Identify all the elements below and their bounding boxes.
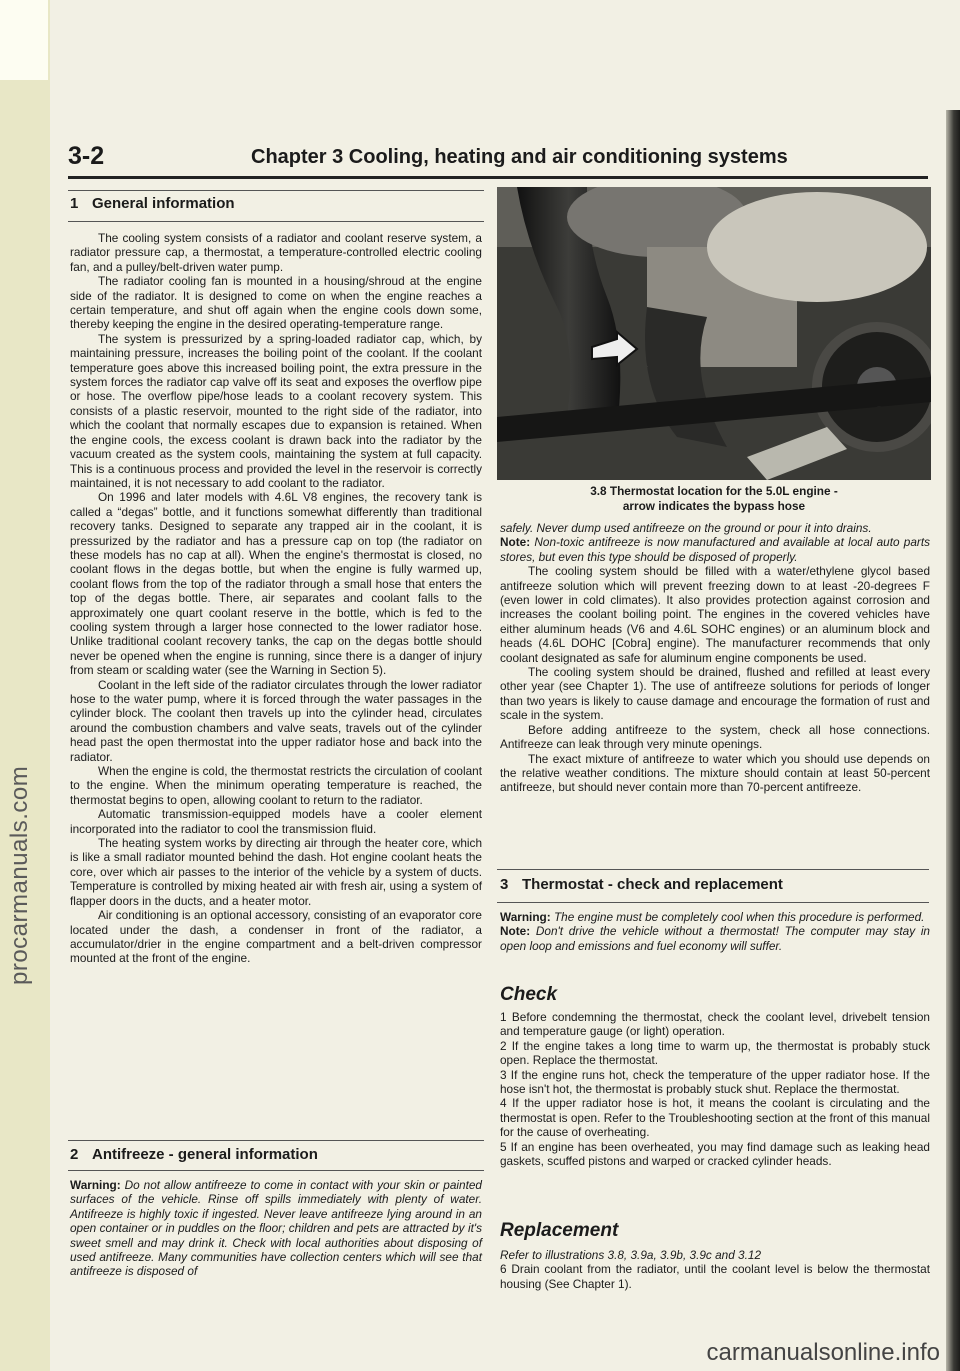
warning-paragraph: [500, 910, 930, 924]
warning-paragraph: [70, 1178, 482, 1279]
page-binding-edge: [946, 110, 960, 1371]
paragraph: Before adding antifreeze to the system, check all hose connections. Antifreeze can leak through very minute openings.: [500, 722, 930, 752]
check-subheading: Check: [500, 984, 558, 1005]
step: 6 Drain coolant from the radiator, until the coolant level is below the thermostat housing (See Chapter 1).: [500, 1262, 930, 1291]
page-corner: [0, 0, 48, 80]
step: 4 If the upper radiator hose is hot, it means the coolant is circulating and the thermostat is open. Refer to the Troubleshooting section at the front of this manual for the cause of overheating.: [500, 1096, 930, 1140]
note-paragraph: [500, 535, 930, 564]
paragraph: The cooling system consists of a radiator and coolant reserve system, a radiator pressure cap, a thermostat, a temperature-controlled electric cooling fan, and a pulley/belt-driven water pump.: [70, 231, 482, 274]
warning-continued: safely. Never dump used antifreeze on the ground or pour it into drains.: [500, 521, 872, 535]
replacement-steps: [500, 1248, 930, 1291]
paragraph: The cooling system should be filled with a water/ethylene glycol based antifreeze solution which will prevent freezing down to at least -20-degrees F (even lower in cold climates). It also provides protection against corrosion and increases the coolant boiling point. The engines in the covered vehicles have either aluminum heads (V6 and 4.6L SOHC engines) or an aluminum block and heads (4.6L DOHC [Cobra] engine). The manufacturer recommends that only coolant designated as safe for aluminum engine components be used.: [500, 564, 930, 665]
header-rule: [68, 176, 928, 179]
section-number: 1: [70, 195, 79, 212]
section-rule: [68, 221, 484, 222]
section-number: 3: [500, 876, 509, 893]
step: 3 If the engine runs hot, check the temperature of the upper radiator hose. If the hose isn't hot, the thermostat is probably stuck shut. Replace the thermostat.: [500, 1067, 930, 1097]
paragraph: Automatic transmission-equipped models have a cooler element incorporated into the radiator to cool the transmission fluid.: [70, 807, 482, 836]
section-number: 2: [70, 1146, 79, 1163]
paragraph: When the engine is cold, the thermostat restricts the circulation of coolant to the engine. When the minimum operating temperature is reached, the thermostat begins to open, allowing coolant to return to the radiator.: [70, 764, 482, 807]
warning-label: Warning:: [70, 1178, 121, 1192]
section-3-warning: [500, 910, 930, 953]
running-header: [68, 142, 930, 176]
paragraph: The cooling system should be drained, flushed and refilled at least every other year (see Chapter 1). The use of antifreeze solutions for periods of longer than two years is likely to cause damage and encourage the formation of rust and scale in the system.: [500, 665, 930, 723]
section-1-heading: [70, 195, 235, 212]
paragraph: Air conditioning is an optional accessory, consisting of an evaporator core located under the dash, a condenser in front of the radiator, a accumulator/drier in the engine compartment and a belt-driven compressor mounted at the front of the engine.: [70, 908, 482, 966]
thermostat-photo-illustration: [497, 187, 931, 480]
caption-line: 3.8 Thermostat location for the 5.0L engine -: [590, 484, 838, 498]
left-margin-band: [0, 0, 50, 1371]
step: 1 Before condemning the thermostat, check the coolant level, drivebelt tension and temperature gauge (or light) operation.: [500, 1010, 930, 1039]
note-label: Note:: [500, 535, 531, 550]
section-rule: [497, 869, 929, 870]
section-title: Antifreeze - general information: [92, 1146, 318, 1163]
section-rule: [68, 1140, 484, 1141]
paragraph: The heating system works by directing air through the heater core, which is like a small radiator mounted behind the dash. Hot engine coolant heats the core, over which air passes to the interior of the vehicle by a system of ducts. Temperature is controlled by mixing heated air with fresh air, using a system of flapper doors in the ducts, and a heater motor.: [70, 836, 482, 908]
side-watermark: [6, 949, 34, 985]
figure-3-8-photo: [497, 187, 931, 480]
section-2-continued: [500, 521, 930, 795]
warning-text: The engine must be completely cool when this procedure is performed.: [553, 910, 925, 924]
bottom-watermark: carmanualsonline.info: [706, 1339, 940, 1366]
caption-line: arrow indicates the bypass hose: [622, 499, 806, 513]
section-rule: [497, 902, 929, 903]
paragraph: Coolant in the left side of the radiator circulates through the lower radiator hose to the water pump, where it is forced through the water passages in the cylinder block. The coolant then travels up into the cylinder head, circulates around the combustion chambers and valve seats, travels out of the cylinder head past the open thermostat into the upper radiator hose and back into the radiator.: [70, 677, 482, 764]
paragraph: The exact mixture of antifreeze to water which you should use depends on the relative weather conditions. The mixture should contain at least 50-percent antifreeze, but should never contain more than 70-percent antifreeze.: [500, 751, 930, 795]
section-title: General information: [92, 195, 235, 212]
paragraph: The radiator cooling fan is mounted in a housing/shroud at the engine side of the radiator. It is designed to come on when the engine reaches a certain temperature, and shut off again when the engine cools down some, thereby keeping the engine in the desired operating-temperature range.: [70, 274, 482, 332]
section-title: Thermostat - check and replacement: [522, 876, 783, 893]
warning-label: Warning:: [500, 910, 551, 924]
warning-text: Do not allow antifreeze to come in contact with your skin or painted surfaces of the vehicle. Rinse off spills immediately with plenty of water. Antifreeze is highly toxic if ingested. Never leave antifreeze lying around in an open container or in puddles on the floor; children and pets are attracted by it's sweet smell and may drink it. Check with local authorities about disposing of used antifreeze. Many communities have collection centers which will see that antifreeze is disposed of: [70, 1178, 482, 1279]
paragraph: On 1996 and later models with 4.6L V8 engines, the recovery tank is called a “degas” bottle, and it functions somewhat differently than traditional recovery tanks. Designed to separate any trapped air in the coolant, it is pressurized by the radiator and has a pressure cap on top (the radiator on these models has no cap at all). When the engine's thermostat is closed, no coolant flows in the degas bottle, but when the engine is fully warmed up, coolant flows from the top of the radiator through a small hose that enters the top of the degas bottle. There, air separates and coolant falls to the approximately one quart coolant reserve in the bottle, which is fed to the cooling system through a larger hose connected to the lower radiator hose. Unlike traditional coolant recovery tanks, the cap on the degas bottle should never be opened when the engine is running, since there is a danger of injury from steam or scalding water (see the Warning in Section 5).: [70, 490, 482, 678]
note-text: Non-toxic antifreeze is now manufactured and available at local auto parts stores, but even this type should be disposed of properly.: [500, 535, 930, 564]
note-text: Don't drive the vehicle without a thermostat! The computer may stay in open loop and emissions and fuel economy will suffer.: [500, 924, 930, 953]
section-2-warning: [70, 1178, 482, 1279]
step: 2 If the engine takes a long time to warm up, the thermostat is probably stuck open. Replace the thermostat.: [500, 1038, 930, 1068]
illustration-reference: Refer to illustrations 3.8, 3.9a, 3.9b, 3.9c and 3.12: [500, 1248, 762, 1262]
section-rule: [68, 1170, 484, 1171]
section-2-heading: [70, 1146, 318, 1163]
section-1-body: [70, 231, 482, 966]
note-paragraph: [500, 924, 930, 953]
step: 5 If an engine has been overheated, you may find damage such as leaking head gaskets, scuffed pistons and warped or cracked cylinder heads.: [500, 1139, 930, 1169]
note-label: Note:: [500, 924, 531, 939]
figure-caption: [497, 484, 931, 514]
paragraph: The system is pressurized by a spring-loaded radiator cap, which, by maintaining pressure, increases the boiling point of the coolant. If the coolant temperature goes above this increased boiling point, the extra pressure in the system forces the radiator cap valve off its seat and exposes the overflow pipe or hose. The overflow pipe/hose leads to a coolant recovery system. This consists of a plastic reservoir, mounted to the right side of the radiator, into which the coolant that normally escapes due to expansion is retained. When the engine cools, the excess coolant is drawn back into the radiator by the vacuum created as the system cools, maintaining the system at full capacity. This is a continuous process and provided the level in the reservoir is correctly maintained, it is not necessary to add coolant to the radiator.: [70, 331, 482, 490]
section-rule: [68, 190, 484, 191]
check-steps: [500, 1010, 930, 1168]
chapter-title: Chapter 3 Cooling, heating and air conditioning systems: [251, 146, 788, 168]
section-3-heading: [500, 876, 783, 893]
replacement-subheading: Replacement: [500, 1220, 619, 1241]
page-number: 3-2: [68, 142, 105, 170]
